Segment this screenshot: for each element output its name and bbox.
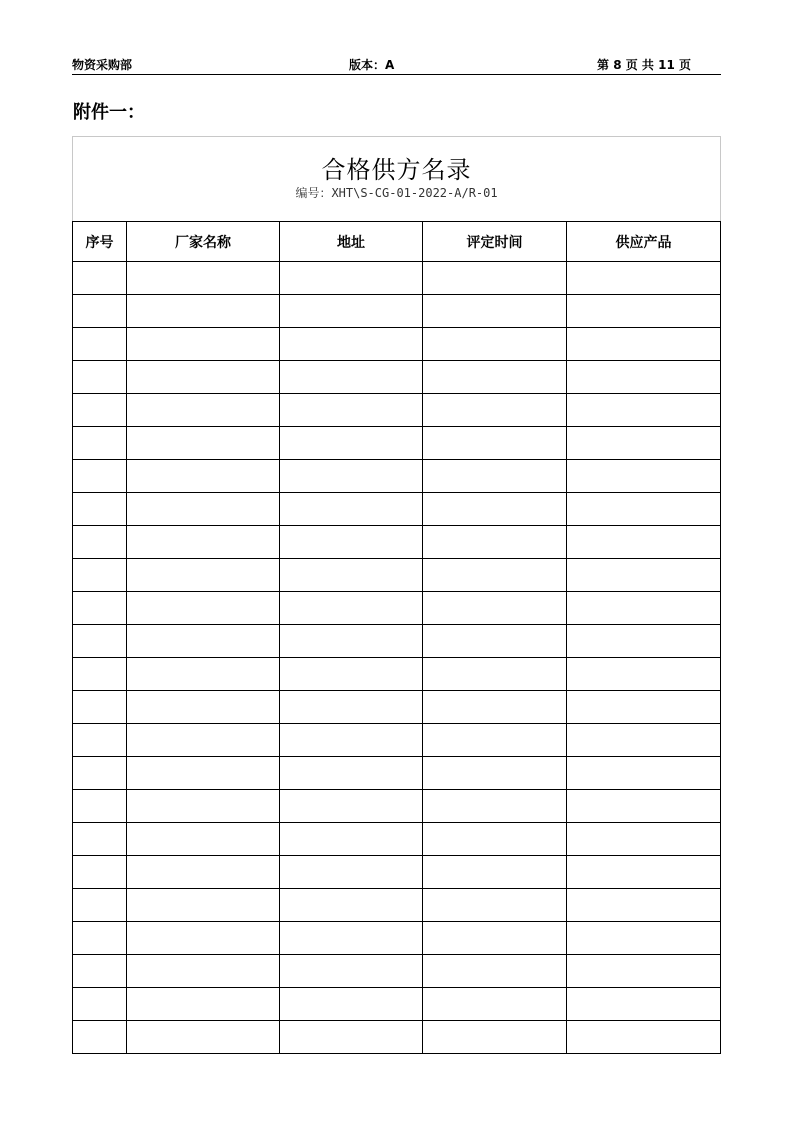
cell-manufacturer[interactable] xyxy=(127,1021,280,1054)
cell-products[interactable] xyxy=(567,493,721,526)
cell-address[interactable] xyxy=(280,592,423,625)
table-row xyxy=(73,460,721,493)
cell-evaluation-date[interactable] xyxy=(423,757,567,790)
cell-index[interactable] xyxy=(73,592,127,625)
cell-manufacturer[interactable] xyxy=(127,625,280,658)
cell-evaluation-date[interactable] xyxy=(423,361,567,394)
cell-manufacturer[interactable] xyxy=(127,691,280,724)
cell-products[interactable] xyxy=(567,262,721,295)
cell-evaluation-date[interactable] xyxy=(423,889,567,922)
cell-address[interactable] xyxy=(280,724,423,757)
cell-products[interactable] xyxy=(567,361,721,394)
cell-evaluation-date[interactable] xyxy=(423,658,567,691)
table-row xyxy=(73,658,721,691)
cell-manufacturer[interactable] xyxy=(127,262,280,295)
cell-index[interactable] xyxy=(73,493,127,526)
form-code: 编号：XHT\S-CG-01-2022-A/R-01 xyxy=(295,186,498,200)
cell-index[interactable] xyxy=(73,658,127,691)
cell-evaluation-date[interactable] xyxy=(423,460,567,493)
cell-index[interactable] xyxy=(73,295,127,328)
cell-address[interactable] xyxy=(280,394,423,427)
cell-address[interactable] xyxy=(280,856,423,889)
cell-evaluation-date[interactable] xyxy=(423,691,567,724)
cell-manufacturer[interactable] xyxy=(127,526,280,559)
table-row xyxy=(73,328,721,361)
cell-address[interactable] xyxy=(280,658,423,691)
cell-evaluation-date[interactable] xyxy=(423,328,567,361)
column-header-address: 地址 xyxy=(280,222,423,262)
cell-address[interactable] xyxy=(280,823,423,856)
attachment-label: 附件一： xyxy=(73,102,145,123)
cell-manufacturer[interactable] xyxy=(127,790,280,823)
cell-evaluation-date[interactable] xyxy=(423,394,567,427)
cell-index[interactable] xyxy=(73,790,127,823)
cell-manufacturer[interactable] xyxy=(127,988,280,1021)
table-row xyxy=(73,856,721,889)
cell-address[interactable] xyxy=(280,889,423,922)
table-row xyxy=(73,361,721,394)
cell-address[interactable] xyxy=(280,988,423,1021)
cell-index[interactable] xyxy=(73,724,127,757)
cell-index[interactable] xyxy=(73,889,127,922)
cell-evaluation-date[interactable] xyxy=(423,592,567,625)
table-row xyxy=(73,988,721,1021)
table-row xyxy=(73,394,721,427)
table-body xyxy=(73,262,721,1054)
cell-products[interactable] xyxy=(567,856,721,889)
cell-index[interactable] xyxy=(73,526,127,559)
cell-products[interactable] xyxy=(567,823,721,856)
cell-address[interactable] xyxy=(280,460,423,493)
cell-index[interactable] xyxy=(73,625,127,658)
cell-manufacturer[interactable] xyxy=(127,823,280,856)
cell-evaluation-date[interactable] xyxy=(423,790,567,823)
cell-address[interactable] xyxy=(280,625,423,658)
header-version: 版本：A xyxy=(349,58,395,72)
cell-index[interactable] xyxy=(73,691,127,724)
cell-manufacturer[interactable] xyxy=(127,724,280,757)
cell-address[interactable] xyxy=(280,493,423,526)
column-header-evaluation-date: 评定时间 xyxy=(423,222,567,262)
table-row xyxy=(73,922,721,955)
cell-products[interactable] xyxy=(567,790,721,823)
table-row xyxy=(73,592,721,625)
table-row xyxy=(73,724,721,757)
cell-index[interactable] xyxy=(73,328,127,361)
table-row xyxy=(73,526,721,559)
form-title-block xyxy=(73,137,721,222)
cell-evaluation-date[interactable] xyxy=(423,1021,567,1054)
header-page-info: 第 8 页 共 11 页 xyxy=(597,58,691,72)
cell-evaluation-date[interactable] xyxy=(423,625,567,658)
cell-products[interactable] xyxy=(567,757,721,790)
table-row xyxy=(73,559,721,592)
cell-index[interactable] xyxy=(73,394,127,427)
cell-manufacturer[interactable] xyxy=(127,922,280,955)
cell-evaluation-date[interactable] xyxy=(423,724,567,757)
cell-products[interactable] xyxy=(567,625,721,658)
cell-products[interactable] xyxy=(567,427,721,460)
cell-evaluation-date[interactable] xyxy=(423,526,567,559)
cell-index[interactable] xyxy=(73,460,127,493)
cell-index[interactable] xyxy=(73,823,127,856)
table-row xyxy=(73,625,721,658)
cell-manufacturer[interactable] xyxy=(127,394,280,427)
cell-products[interactable] xyxy=(567,1021,721,1054)
cell-manufacturer[interactable] xyxy=(127,658,280,691)
cell-manufacturer[interactable] xyxy=(127,757,280,790)
cell-index[interactable] xyxy=(73,757,127,790)
cell-products[interactable] xyxy=(567,889,721,922)
cell-address[interactable] xyxy=(280,526,423,559)
table-row xyxy=(73,757,721,790)
table-row xyxy=(73,295,721,328)
table-row xyxy=(73,691,721,724)
cell-address[interactable] xyxy=(280,691,423,724)
table-row xyxy=(73,493,721,526)
cell-evaluation-date[interactable] xyxy=(423,559,567,592)
cell-address[interactable] xyxy=(280,262,423,295)
cell-manufacturer[interactable] xyxy=(127,592,280,625)
cell-manufacturer[interactable] xyxy=(127,889,280,922)
cell-products[interactable] xyxy=(567,394,721,427)
cell-products[interactable] xyxy=(567,559,721,592)
cell-address[interactable] xyxy=(280,790,423,823)
table-row xyxy=(73,823,721,856)
cell-index[interactable] xyxy=(73,361,127,394)
cell-evaluation-date[interactable] xyxy=(423,493,567,526)
cell-products[interactable] xyxy=(567,328,721,361)
column-header-row xyxy=(73,222,721,262)
cell-index[interactable] xyxy=(73,559,127,592)
cell-products[interactable] xyxy=(567,988,721,1021)
cell-address[interactable] xyxy=(280,328,423,361)
cell-manufacturer[interactable] xyxy=(127,295,280,328)
cell-address[interactable] xyxy=(280,922,423,955)
cell-manufacturer[interactable] xyxy=(127,328,280,361)
cell-address[interactable] xyxy=(280,1021,423,1054)
column-header-manufacturer: 厂家名称 xyxy=(127,222,280,262)
cell-manufacturer[interactable] xyxy=(127,460,280,493)
table-row xyxy=(73,790,721,823)
cell-products[interactable] xyxy=(567,460,721,493)
cell-evaluation-date[interactable] xyxy=(423,988,567,1021)
cell-manufacturer[interactable] xyxy=(127,427,280,460)
header-department: 物资采购部 xyxy=(72,58,133,72)
cell-manufacturer[interactable] xyxy=(127,493,280,526)
cell-address[interactable] xyxy=(280,361,423,394)
cell-evaluation-date[interactable] xyxy=(423,295,567,328)
table-row xyxy=(73,955,721,988)
cell-address[interactable] xyxy=(280,559,423,592)
cell-evaluation-date[interactable] xyxy=(423,262,567,295)
cell-index[interactable] xyxy=(73,856,127,889)
cell-manufacturer[interactable] xyxy=(127,361,280,394)
cell-products[interactable] xyxy=(567,592,721,625)
cell-index[interactable] xyxy=(73,262,127,295)
cell-index[interactable] xyxy=(73,988,127,1021)
table-row xyxy=(73,262,721,295)
cell-index[interactable] xyxy=(73,955,127,988)
cell-address[interactable] xyxy=(280,295,423,328)
column-header-index: 序号 xyxy=(73,222,127,262)
cell-index[interactable] xyxy=(73,922,127,955)
table-row xyxy=(73,1021,721,1054)
cell-evaluation-date[interactable] xyxy=(423,955,567,988)
cell-products[interactable] xyxy=(567,691,721,724)
cell-products[interactable] xyxy=(567,658,721,691)
supplier-list-table xyxy=(72,136,721,1054)
cell-products[interactable] xyxy=(567,724,721,757)
cell-manufacturer[interactable] xyxy=(127,559,280,592)
form-title: 合格供方名录 xyxy=(321,156,472,184)
cell-index[interactable] xyxy=(73,1021,127,1054)
cell-address[interactable] xyxy=(280,955,423,988)
cell-products[interactable] xyxy=(567,295,721,328)
column-header-products: 供应产品 xyxy=(567,222,721,262)
cell-products[interactable] xyxy=(567,955,721,988)
cell-evaluation-date[interactable] xyxy=(423,823,567,856)
cell-evaluation-date[interactable] xyxy=(423,427,567,460)
cell-address[interactable] xyxy=(280,757,423,790)
cell-manufacturer[interactable] xyxy=(127,856,280,889)
cell-index[interactable] xyxy=(73,427,127,460)
cell-evaluation-date[interactable] xyxy=(423,922,567,955)
cell-manufacturer[interactable] xyxy=(127,955,280,988)
cell-products[interactable] xyxy=(567,922,721,955)
cell-address[interactable] xyxy=(280,427,423,460)
table-row xyxy=(73,427,721,460)
page-header xyxy=(72,57,721,75)
cell-evaluation-date[interactable] xyxy=(423,856,567,889)
table-row xyxy=(73,889,721,922)
cell-products[interactable] xyxy=(567,526,721,559)
